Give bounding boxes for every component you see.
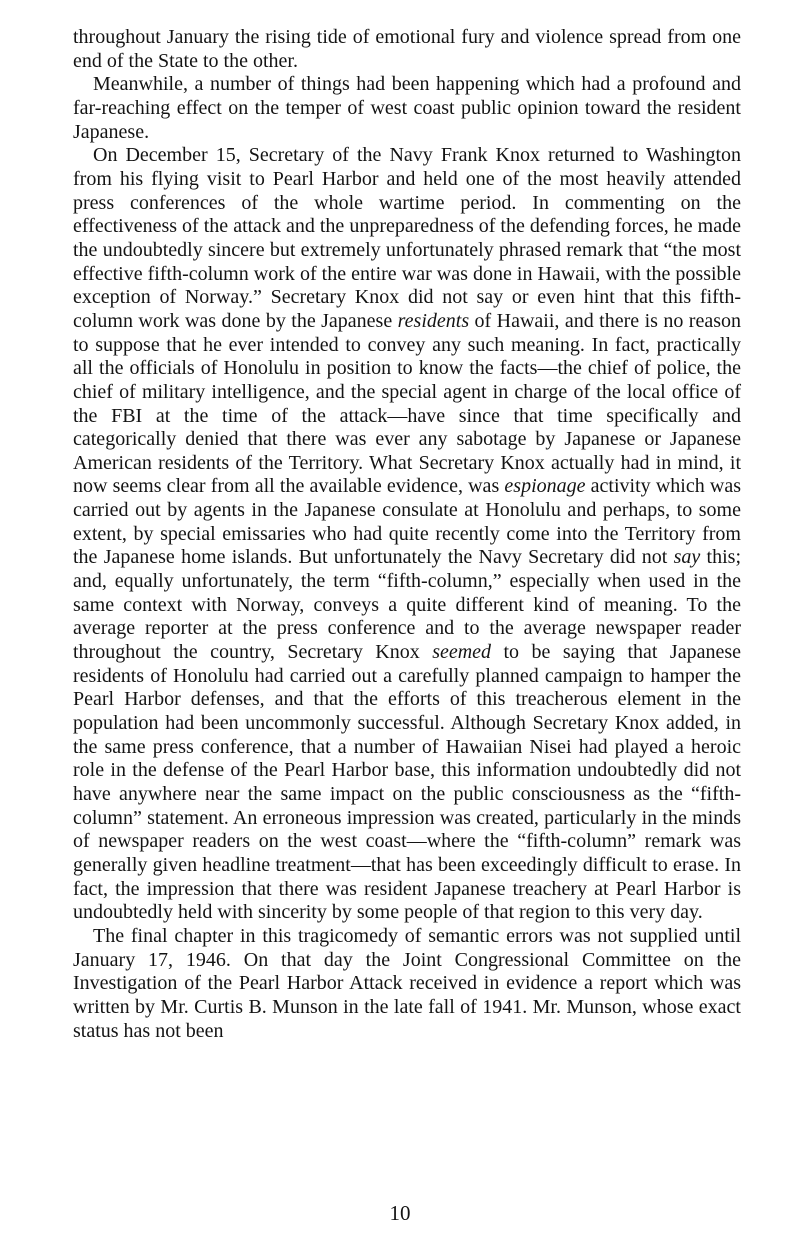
page-number: 10 [389, 1201, 411, 1225]
paragraph-3-text-b: of Hawaii, and there is no reason to suppose that he ever intended to convey any such meaning. In fact, practically all the officials of Honolulu in position to know the facts—the chief of police, the chief of military intelligence, and the special agent in charge of the local office of the FBI at the time of the attack—have since that time specifically and categorically denied that there was ever any sabotage by Japanese or Japanese American residents of the Territory. What Secretary Knox actually had in mind, it now seems clear from all the available evidence, was [73, 309, 741, 498]
paragraph-4: The final chapter in this tragicomedy of semantic errors was not supplied until January 17, 1946. On that day the Joint Congressional Committee on the Investigation of the Pearl Harbor Attack received in evidence a report which was written by Mr. Curtis B. Munson in the late fall of 1941. Mr. Munson, whose exact status has not been [73, 924, 741, 1042]
paragraph-3 [73, 144, 741, 925]
paragraph-2: Meanwhile, a number of things had been happening which had a profound and far-reaching effect on the temper of west coast public opinion toward the resident Japanese. [73, 73, 741, 143]
paragraph-3-text-d: this; and, equally unfortunately, the term “fifth-column,” especially when used in the same context with Norway, conveys a quite different kind of meaning. To the average reporter at the press conference and to the average newspaper reader throughout the country, Secretary Knox [73, 546, 741, 664]
paragraph-3-text-c: activity which was carried out by agents in the Japanese consulate at Honolulu and perhaps, to some extent, by special emissaries who had quite recently come into the Territory from the Japanese home islands. But unfortunately the Navy Secretary did not [73, 475, 741, 569]
paragraph-3-text-e: to be saying that Japanese residents of Honolulu had carried out a carefully planned campaign to hamper the Pearl Harbor defenses, and that the efforts of this treacherous element in the population had been uncommonly successful. Although Secretary Knox added, in the same press conference, that a number of Hawaiian Nisei had played a heroic role in the defense of the Pearl Harbor base, this information undoubtedly did not have anywhere near the same impact on the public consciousness as the “fifth-column” statement. An erroneous impression was created, particularly in the minds of newspaper readers on the west coast—where the “fifth-column” remark was generally given headline treatment—that has been exceedingly difficult to erase. In fact, the impression that there was resident Japanese treachery at Pearl Harbor is undoubtedly held with sincerity by some people of that region to this very day. [73, 641, 741, 924]
emphasis-espionage: espionage [504, 475, 586, 498]
emphasis-say: say [673, 546, 701, 569]
paragraph-1: throughout January the rising tide of emotional fury and violence spread from one end of the State to the other. [73, 26, 741, 72]
page-body [73, 26, 741, 1043]
paragraph-3-text-a: On December 15, Secretary of the Navy Frank Knox returned to Washington from his flying visit to Pearl Harbor and held one of the most heavily attended press conferences of the whole wartime period. In commenting on the effectiveness of the attack and the unpreparedness of the defending forces, he made the undoubtedly sincere but extremely unfortunately phrased remark that “the most effective fifth-column work of the entire war was done in Hawaii, with the possible exception of Norway.” Secretary Knox did not say or even hint that this fifth-column work was done by the Japanese [73, 144, 741, 332]
emphasis-seemed: seemed [432, 641, 492, 664]
emphasis-residents: residents [397, 309, 470, 332]
